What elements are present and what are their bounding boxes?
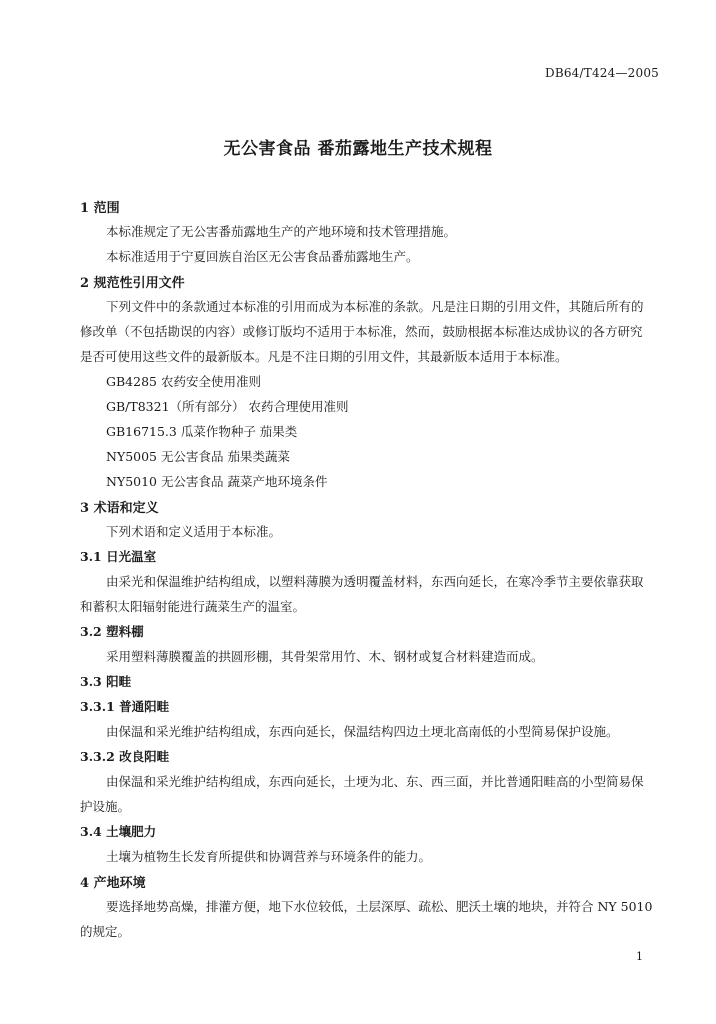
page-title: 无公害食品 番茄露地生产技术规程: [223, 139, 493, 159]
section-3-3-1-heading: 3.3.1 普通阳畦: [80, 699, 170, 714]
page-number: 1: [636, 950, 643, 963]
section-3-heading: 3 术语和定义: [80, 501, 159, 516]
reference-item: NY5005 无公害食品 茄果类蔬菜: [106, 449, 290, 464]
section-2-heading: 2 规范性引用文件: [80, 276, 185, 291]
section-3-4-heading: 3.4 土壤肥力: [80, 824, 157, 839]
standard-code: DB64/T424—2005: [545, 66, 659, 80]
section-3-2-line: 采用塑料薄膜覆盖的拱圆形棚，其骨架常用竹、木、钢材或复合材料建造而成。: [106, 649, 544, 664]
section-1-heading: 1 范围: [80, 201, 120, 216]
reference-item: GB16715.3 瓜菜作物种子 茄果类: [106, 424, 298, 439]
section-3-3-heading: 3.3 阳畦: [80, 674, 132, 689]
section-3-paragraph: 下列术语和定义适用于本标准。: [106, 524, 282, 539]
section-3-1-line: 和蓄积太阳辐射能进行蔬菜生产的温室。: [80, 599, 306, 614]
reference-item: GB4285 农药安全使用准则: [106, 374, 261, 389]
section-4-heading: 4 产地环境: [80, 876, 146, 891]
section-3-4-line: 土壤为植物生长发育所提供和协调营养与环境条件的能力。: [106, 849, 432, 864]
section-3-3-1-line: 由保温和采光维护结构组成，东西向延长，保温结构四边土埂北高南低的小型简易保护设施。: [106, 724, 619, 739]
reference-item: NY5010 无公害食品 蔬菜产地环境条件: [106, 474, 328, 489]
section-2-paragraph-line: 修改单（不包括勘误的内容）或修订版均不适用于本标准，然而，鼓励根据本标准达成协议的各方研究: [80, 324, 643, 339]
section-4-line: 的规定。: [80, 924, 131, 939]
section-2-paragraph-line: 是否可使用这些文件的最新版本。凡是不注日期的引用文件，其最新版本适用于本标准。: [80, 349, 568, 364]
section-3-1-line: 由采光和保温维护结构组成，以塑料薄膜为透明覆盖材料，东西向延长，在寒冷季节主要依靠获取: [106, 574, 644, 589]
section-1-paragraph-1: 本标准规定了无公害番茄露地生产的产地环境和技术管理措施。: [106, 224, 457, 239]
section-1-paragraph-2: 本标准适用于宁夏回族自治区无公害食品番茄露地生产。: [106, 249, 419, 264]
section-3-3-2-line: 护设施。: [80, 799, 131, 814]
reference-item: GB/T8321（所有部分） 农药合理使用准则: [106, 399, 349, 414]
section-3-1-heading: 3.1 日光温室: [80, 549, 157, 564]
section-3-2-heading: 3.2 塑料棚: [80, 624, 144, 639]
section-2-paragraph-line: 下列文件中的条款通过本标准的引用而成为本标准的条款。凡是注日期的引用文件，其随后所有的: [106, 299, 644, 314]
section-4-line: 要选择地势高燥，排灌方便，地下水位较低，土层深厚、疏松、肥沃土壤的地块，并符合 NY 5010: [106, 899, 653, 914]
section-3-3-2-heading: 3.3.2 改良阳畦: [80, 749, 170, 764]
section-3-3-2-line: 由保温和采光维护结构组成，东西向延长，土埂为北、东、西三面，并比普通阳畦高的小型简易保: [106, 774, 644, 789]
